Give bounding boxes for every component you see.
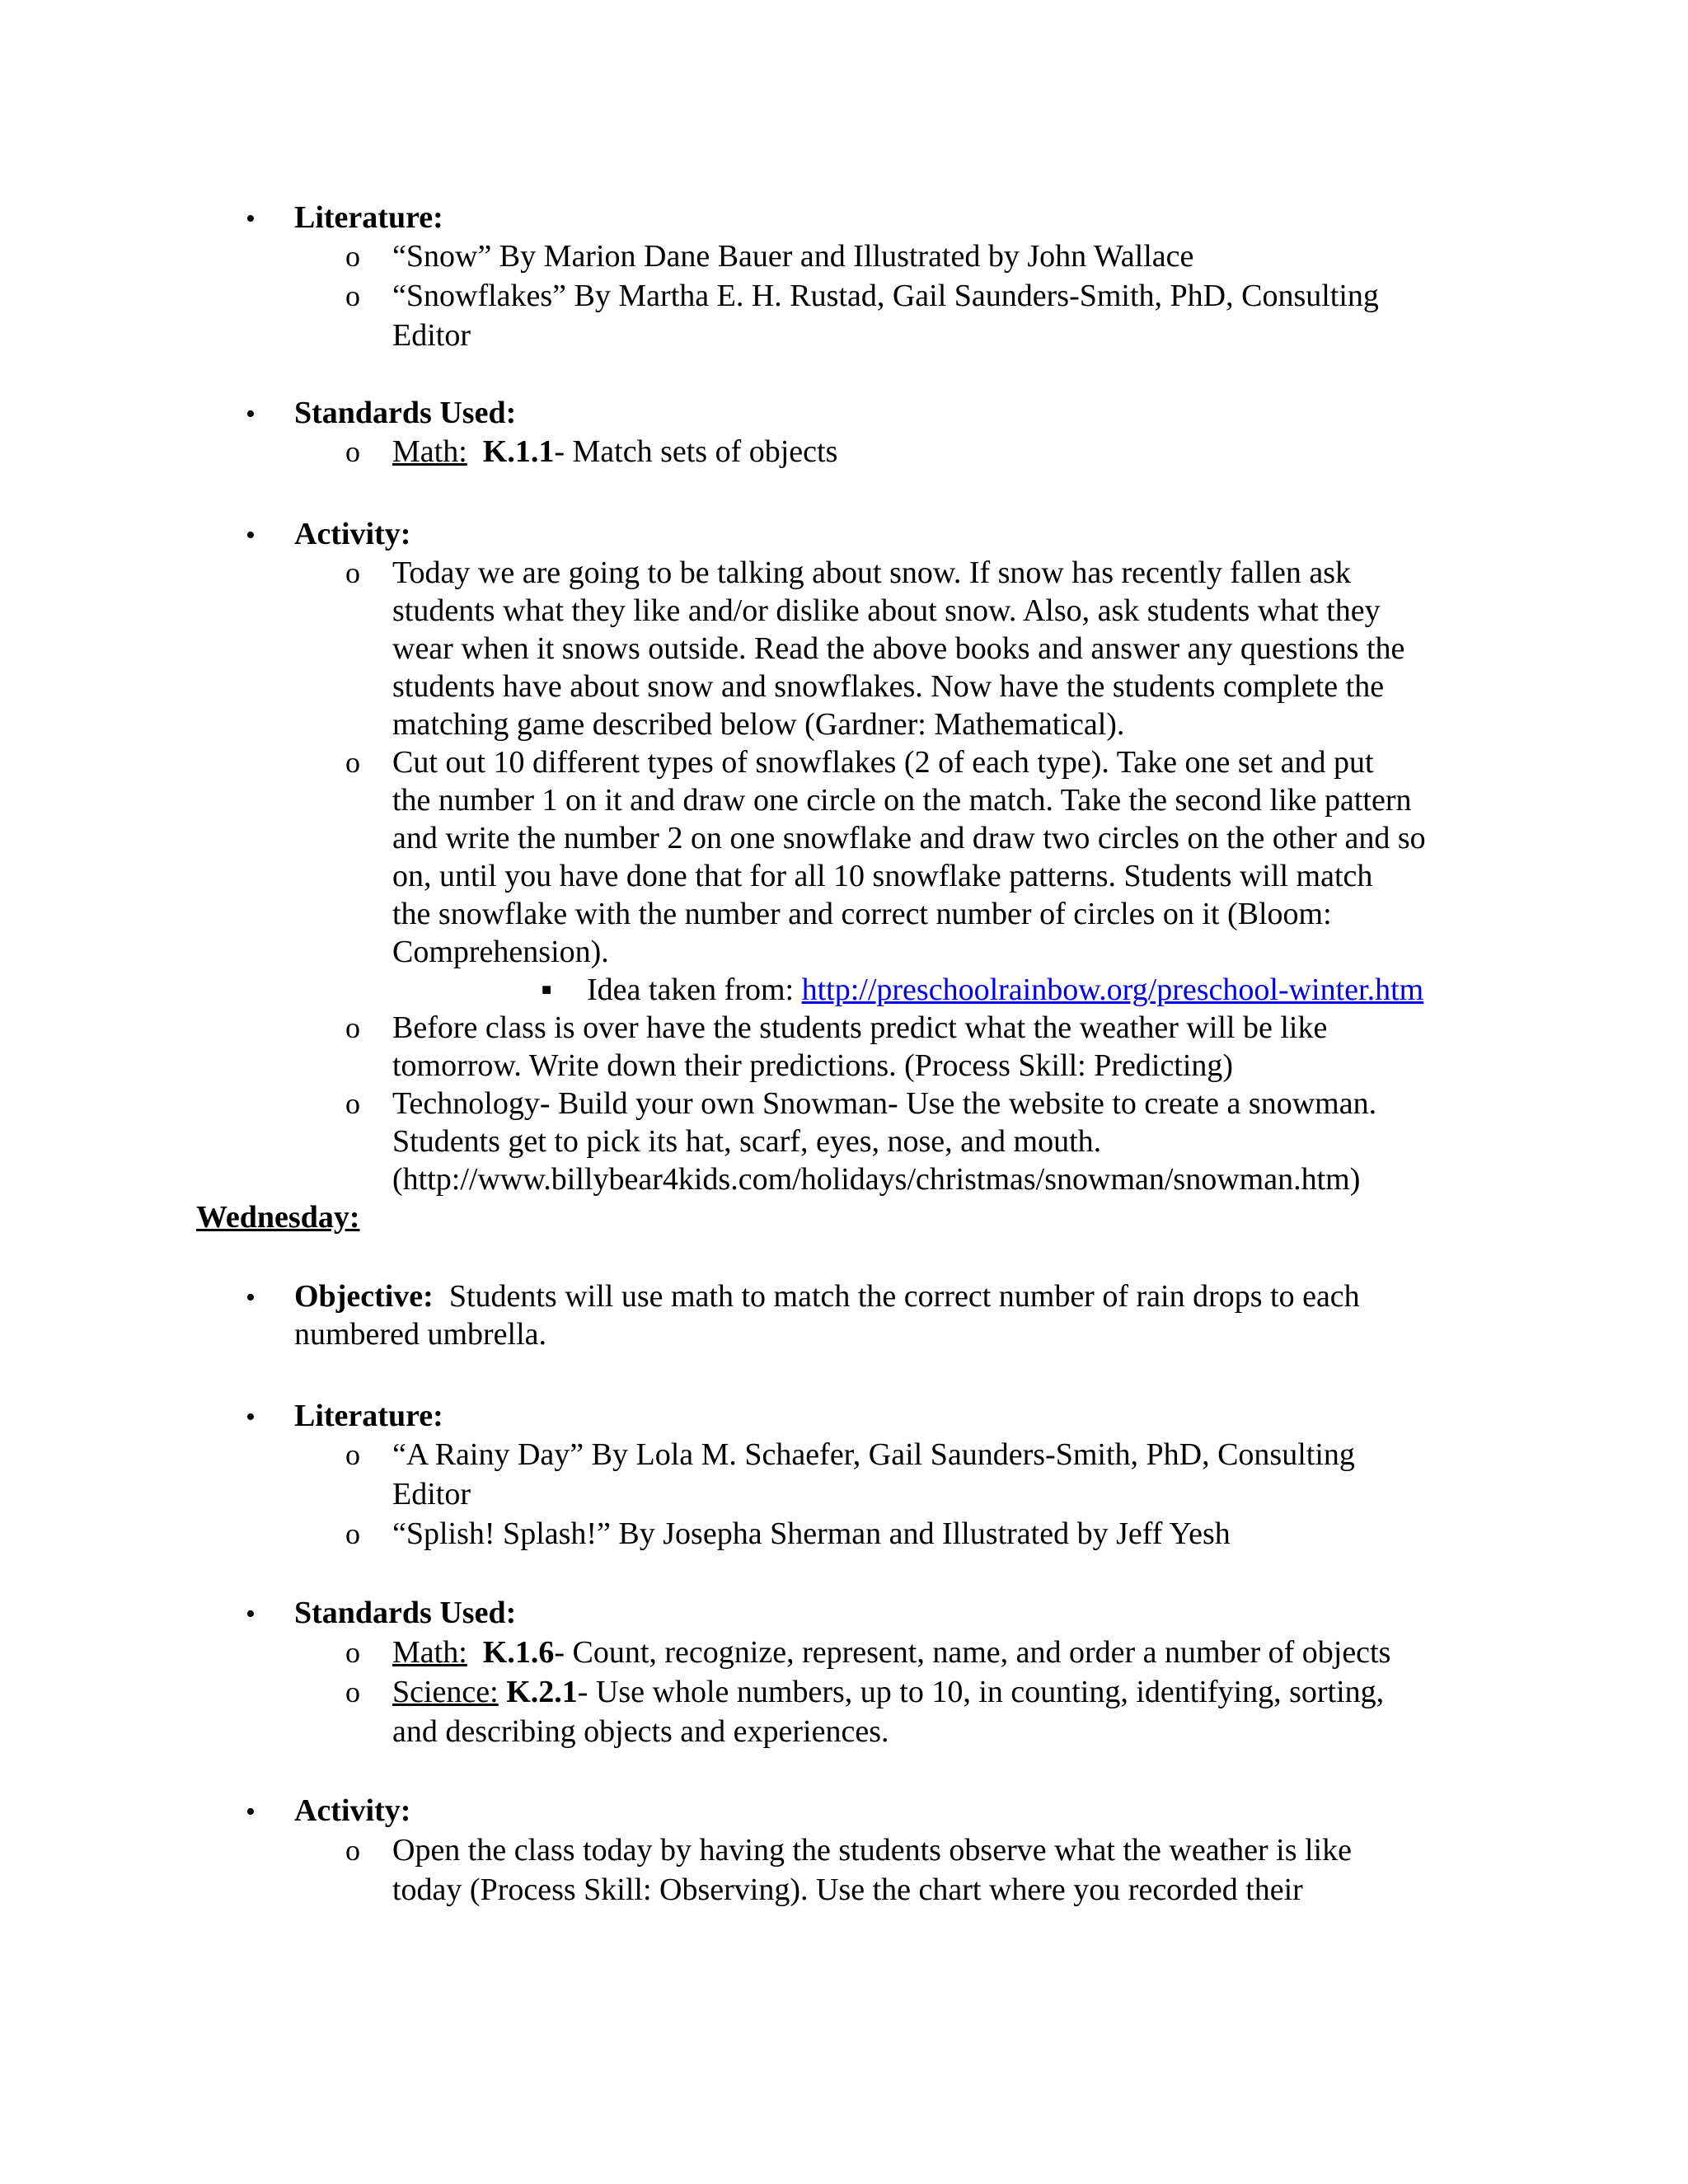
sub-bullet-icon: o — [345, 1675, 360, 1708]
activity-text: the number 1 on it and draw one circle on the match. Take the second like pattern — [392, 783, 1412, 818]
activity-text: Students get to pick its hat, scarf, eyes, nose, and mouth. — [392, 1124, 1102, 1159]
activity-text: on, until you have done that for all 10 snowflake patterns. Students will match — [392, 859, 1373, 893]
activity-text: Comprehension). — [392, 935, 609, 969]
activity-text: students what they like and/or dislike about snow. Also, ask students what they — [392, 593, 1381, 628]
objective-continued: numbered umbrella. — [294, 1317, 547, 1352]
activity-text: Before class is over have the students predict what the weather will be like — [392, 1010, 1328, 1045]
idea-source: Idea taken from: http://preschoolrainbow.org/preschool-winter.htm — [587, 972, 1424, 1007]
sub-bullet-icon: o — [345, 240, 360, 273]
activity-text: (http://www.billybear4kids.com/holidays/christmas/snowman/snowman.htm) — [392, 1162, 1361, 1197]
literature-item: “Snow” By Marion Dane Bauer and Illustrated by John Wallace — [392, 239, 1194, 274]
activity-text: students have about snow and snowflakes. Now have the students complete the — [392, 669, 1385, 704]
bullet-icon: • — [246, 1599, 256, 1629]
sub-bullet-icon: o — [345, 746, 360, 779]
bullet-icon: • — [246, 1797, 256, 1827]
standard-math: Math: K.1.1- Match sets of objects — [392, 434, 838, 469]
standard-science-continued: and describing objects and experiences. — [392, 1714, 889, 1749]
bullet-icon: • — [246, 1282, 256, 1313]
standards-heading: Standards Used: — [294, 396, 517, 430]
activity-text: Technology- Build your own Snowman- Use the website to create a snowman. — [392, 1086, 1377, 1121]
literature-item-continued: Editor — [392, 1477, 471, 1511]
sub-bullet-icon: o — [345, 435, 360, 468]
activity-text: matching game described below (Gardner: Mathematical). — [392, 707, 1125, 742]
standards-heading: Standards Used: — [294, 1596, 517, 1630]
activity-text: the snowflake with the number and correct number of circles on it (Bloom: — [392, 897, 1332, 931]
activity-text: Cut out 10 different types of snowflakes (2 of each type). Take one set and put — [392, 745, 1374, 780]
bullet-icon: • — [246, 520, 256, 551]
sub-bullet-icon: o — [345, 1087, 360, 1120]
literature-heading: Literature: — [294, 1399, 443, 1433]
sub-bullet-icon: o — [345, 1011, 360, 1044]
activity-text: tomorrow. Write down their predictions. (Process Skill: Predicting) — [392, 1048, 1234, 1083]
sub-bullet-icon: o — [345, 279, 360, 312]
sub-bullet-icon: o — [345, 1834, 360, 1867]
activity-heading: Activity: — [294, 517, 411, 551]
standard-science: Science: K.2.1- Use whole numbers, up to 10, in counting, identifying, sorting, — [392, 1675, 1385, 1709]
bullet-icon: • — [246, 1402, 256, 1432]
objective: Objective: Students will use math to match the correct number of rain drops to each — [294, 1279, 1360, 1314]
idea-source-link[interactable]: http://preschoolrainbow.org/preschool-winter.htm — [801, 972, 1424, 1007]
activity-heading: Activity: — [294, 1793, 411, 1828]
sub-bullet-icon: o — [345, 1636, 360, 1669]
activity-text: and write the number 2 on one snowflake and draw two circles on the other and so — [392, 821, 1426, 855]
literature-heading: Literature: — [294, 200, 443, 235]
literature-item: “Splish! Splash!” By Josepha Sherman and Illustrated by Jeff Yesh — [392, 1516, 1231, 1551]
sub-bullet-icon: o — [345, 556, 360, 589]
activity-text: today (Process Skill: Observing). Use the chart where you recorded their — [392, 1872, 1303, 1907]
sub-bullet-icon: o — [345, 1517, 360, 1550]
activity-text: wear when it snows outside. Read the above books and answer any questions the — [392, 631, 1405, 666]
sub-bullet-icon: o — [345, 1438, 360, 1471]
bullet-icon: • — [246, 204, 256, 234]
literature-item: “A Rainy Day” By Lola M. Schaefer, Gail Saunders-Smith, PhD, Consulting — [392, 1437, 1355, 1472]
day-heading: Wednesday: — [196, 1200, 360, 1235]
activity-text: Open the class today by having the students observe what the weather is like — [392, 1833, 1352, 1868]
square-bullet-icon: ■ — [542, 981, 552, 999]
bullet-icon: • — [246, 399, 256, 429]
activity-text: Today we are going to be talking about snow. If snow has recently fallen ask — [392, 555, 1352, 590]
literature-item: “Snowflakes” By Martha E. H. Rustad, Gail Saunders-Smith, PhD, Consulting — [392, 279, 1379, 313]
standard-math: Math: K.1.6- Count, recognize, represent, name, and order a number of objects — [392, 1635, 1391, 1670]
literature-item-continued: Editor — [392, 318, 471, 353]
